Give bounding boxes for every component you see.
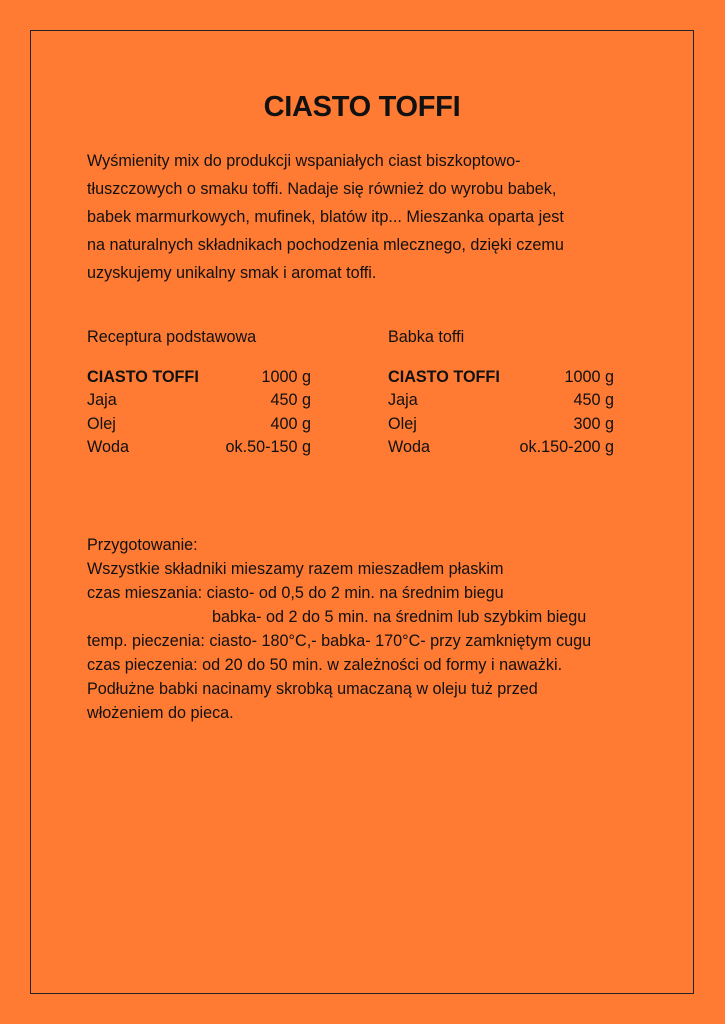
ingredient-name: Jaja: [87, 391, 117, 410]
ingredient-row: [388, 436, 614, 459]
ingredient-quantity: 1000 g: [261, 368, 311, 386]
product-description: [87, 147, 627, 287]
ingredient-row: [388, 413, 614, 436]
preparation-section: [87, 533, 677, 725]
recipe-babka: [388, 326, 614, 459]
preparation-line: Podłużne babki nacinamy skrobką umaczaną w oleju tuż przed: [87, 680, 538, 698]
ingredient-row: [87, 366, 311, 389]
ingredient-row: [87, 436, 311, 459]
ingredient-quantity: 450 g: [270, 391, 311, 410]
description-line: Wyśmienity mix do produkcji wspaniałych ciast biszkoptowo-: [87, 152, 521, 170]
ingredient-quantity: 1000 g: [564, 368, 614, 386]
description-line: tłuszczowych o smaku toffi. Nadaje się również do wyrobu babek,: [87, 180, 557, 198]
ingredient-quantity: 400 g: [270, 414, 311, 433]
ingredient-list: [87, 366, 311, 459]
ingredient-quantity: 450 g: [573, 391, 614, 410]
ingredient-name: Woda: [87, 437, 129, 456]
description-line: uzyskujemy unikalny smak i aromat toffi.: [87, 264, 377, 282]
preparation-line: czas pieczenia: od 20 do 50 min. w zależności od formy i naważki.: [87, 656, 563, 674]
preparation-line: babka- od 2 do 5 min. na średnim lub szybkim biegu: [212, 608, 587, 626]
preparation-line: włożeniem do pieca.: [87, 704, 234, 722]
recipe-sheet: [30, 30, 694, 994]
ingredient-quantity: ok.50-150 g: [225, 437, 311, 456]
ingredient-name: Woda: [388, 437, 430, 456]
recipe-basic: [87, 326, 311, 459]
preparation-line: Wszystkie składniki mieszamy razem mieszadłem płaskim: [87, 560, 504, 578]
ingredient-name: CIASTO TOFFI: [87, 368, 199, 386]
ingredient-name: Olej: [388, 414, 417, 433]
ingredient-row: [87, 413, 311, 436]
ingredient-quantity: ok.150-200 g: [519, 437, 614, 456]
preparation-line: temp. pieczenia: ciasto- 180°C,- babka- 170°C- przy zamkniętym cugu: [87, 632, 592, 650]
ingredient-row: [388, 389, 614, 412]
ingredient-row: [87, 389, 311, 412]
description-line: na naturalnych składnikach pochodzenia mlecznego, dzięki czemu: [87, 236, 564, 254]
recipe-heading: Receptura podstawowa: [87, 328, 257, 346]
recipe-heading: Babka toffi: [388, 328, 465, 346]
ingredient-quantity: 300 g: [573, 414, 614, 433]
ingredient-name: Jaja: [388, 391, 418, 410]
preparation-heading: Przygotowanie:: [87, 536, 198, 554]
ingredient-name: Olej: [87, 414, 116, 433]
description-line: babek marmurkowych, mufinek, blatów itp... Mieszanka oparta jest: [87, 208, 564, 226]
preparation-line: czas mieszania: ciasto- od 0,5 do 2 min. na średnim biegu: [87, 584, 504, 602]
ingredient-name: CIASTO TOFFI: [388, 368, 500, 386]
product-title: CIASTO TOFFI: [263, 91, 461, 123]
ingredient-row: [388, 366, 614, 389]
ingredient-list: [388, 366, 614, 459]
